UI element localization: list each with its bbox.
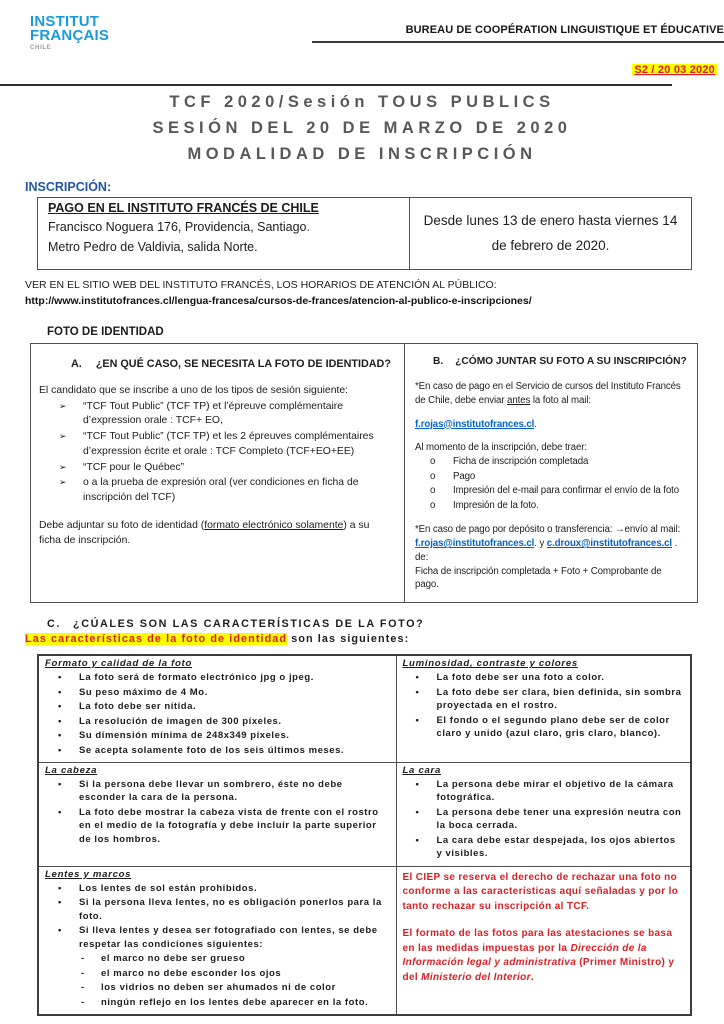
list-item: • Si lleva lentes y desea ser fotografiado con lentes, se debe respetar las condiciones siguientes: [45, 924, 388, 951]
section-a-title [71, 358, 394, 370]
case1-text-end: la foto al mail: [530, 394, 592, 406]
email-link-frojas-2[interactable]: f.rojas@institutofrances.cl [415, 538, 535, 550]
email-link-frojas[interactable]: f.rojas@institutofrances.cl [415, 418, 535, 430]
spacer [415, 408, 687, 418]
list-item: • Si la persona debe llevar un sombrero, éste no debe esconder la cara de la persona. [45, 778, 388, 805]
session-type-item: ➢ o a la prueba de expresión oral (ver condiciones en ficha de inscripción del TCF) [39, 476, 394, 505]
list-item: • Su peso máximo de 4 Mo. [45, 686, 388, 699]
note-text-end: ) a su ficha de inscripción. [39, 520, 370, 547]
title-line-1: TCF 2020/Sesión TOUS PUBLICS [169, 93, 555, 111]
characteristics-row-3 [38, 866, 691, 1015]
inscription-label: INSCRIPCIÓN: [25, 180, 112, 194]
payment-title: PAGO EN EL INSTITUTO FRANCÉS DE CHILE [48, 201, 319, 215]
session-type-item: ➢ “TCF pour le Québec” [39, 461, 394, 475]
case2-tail: . de: [415, 538, 678, 563]
characteristics-row-2 [38, 762, 691, 866]
logo-line-2: FRANÇAIS [30, 26, 110, 44]
luminosity-list [403, 671, 683, 740]
rejection-warning-cell [396, 866, 691, 1015]
website-url-link[interactable]: http://www.institutofrances.cl/lengua-francesa/cursos-de-frances/atencion-al-publico-e-inscripciones/ [25, 295, 532, 307]
characteristics-table [37, 654, 692, 1016]
case1-underlined: antes [507, 394, 531, 406]
section-b-question: ¿CÓMO JUNTAR SU FOTO A SU INSCRIPCIÓN? [455, 356, 687, 367]
list-item: • La resolución de imagen de 300 píxeles. [45, 715, 388, 728]
institut-francais-logo [30, 15, 109, 51]
photo-characteristics-intro [25, 633, 724, 645]
email-line [415, 418, 687, 432]
face-header: La cara [402, 764, 442, 776]
list-item: • La cara debe estar despejada, los ojos abiertos y visibles. [403, 834, 683, 861]
address-line-1: Francisco Noguera 176, Providencia, Santiago. [48, 220, 310, 234]
email-period: . [534, 418, 537, 430]
head-cell [38, 762, 396, 866]
list-item: • La foto debe ser clara, bien definida, sin sombra proyectada en el rostro. [403, 686, 683, 713]
transfer-case-note [415, 523, 687, 592]
list-item: • Si la persona lleva lentes, no es obligación ponerlos para la foto. [45, 896, 388, 923]
list-subitem: - ningún reflejo en los lentes debe aparecer en la foto. [45, 996, 388, 1009]
face-list [403, 778, 683, 861]
registration-table [37, 197, 692, 270]
list-item: • Los lentes de sol están prohibidos. [45, 882, 388, 895]
glasses-cell [38, 866, 396, 1015]
list-subitem: - el marco no debe ser grueso [45, 952, 388, 965]
section-a-note [39, 518, 394, 548]
registration-row [38, 198, 692, 270]
spacer [415, 513, 687, 523]
website-hours-note: VER EN EL SITIO WEB DEL INSTITUTO FRANCÉS, LOS HORARIOS DE ATENCIÓN AL PÚBLICO: [25, 279, 497, 291]
section-a-question: ¿EN QUÉ CASO, SE NECESITA LA FOTO DE IDENTIDAD? [95, 358, 391, 370]
session-type-item: ➢ “TCF Tout Public” (TCF TP) et les 2 épreuves complémentaires d’expression écrite et orale : TCF Completo (TCF+EO+EE) [39, 430, 394, 459]
list-subitem: - los vidrios no deben ser ahumados ni de color [45, 981, 388, 994]
logo-country: CHILE [30, 45, 52, 51]
section-a-intro: El candidato que se inscribe a uno de los tipos de sesión siguiente: [39, 385, 349, 396]
face-cell [396, 762, 691, 866]
section-a-label: A. [71, 358, 82, 370]
session-type-list [39, 400, 394, 505]
session-type-item: ➢ “TCF Tout Public” (TCF TP) et l’épreuve complémentaire d’expression orale : TCF+ EO, [39, 400, 394, 429]
bring-item: o Pago [415, 470, 687, 485]
list-item: • La persona debe tener una expresión neutra con la boca cerrada. [403, 806, 683, 833]
bring-list [415, 455, 687, 513]
photo-identity-heading: FOTO DE IDENTIDAD [47, 326, 164, 338]
warning-text-mid: (Primer [576, 957, 620, 969]
bring-list-intro: Al momento de la inscripción, debe traer: [415, 442, 587, 454]
format-quality-cell [38, 655, 396, 762]
bring-item: o Impresión de la foto. [415, 499, 687, 514]
highlighted-text: Las características de la foto de identidad [25, 633, 288, 646]
warning-italic-2: Ministerio del Interior [421, 971, 531, 983]
list-item: • La foto será de formato electrónico jpg o jpeg. [45, 671, 388, 684]
session-date-badge: S2 / 20 03 2020 [634, 64, 715, 76]
note-text: Debe adjuntar su foto de identidad ( [39, 520, 205, 532]
list-item: • La foto debe ser una foto a color. [403, 671, 683, 684]
section-b-label: B. [433, 356, 444, 367]
section-c-question: ¿CÚALES SON LAS CARACTERÍSTICAS DE LA FOTO? [73, 618, 425, 631]
list-subitem: - el marco no debe esconder los ojos [45, 967, 388, 980]
bring-item: o Impresión del e-mail para confirmar el envío de la foto [415, 484, 687, 499]
email-link-cdroux[interactable]: c.droux@institutofrances.cl [546, 538, 672, 550]
case2-separator: . y [534, 538, 547, 550]
warning-text: El formato de las fotos para las atestaciones se basa en las medidas impuestas por la [402, 928, 673, 954]
case1-text: *En caso de pago en el Servicio de cursos del Instituto Francés de Chile, debe enviar [415, 381, 681, 406]
head-list [45, 778, 388, 846]
list-item: • Su dimensión mínima de 248x349 píxeles. [45, 729, 388, 742]
glasses-list [45, 882, 388, 1009]
header-divider [0, 84, 672, 86]
note-underlined: formato electrónico solamente [204, 520, 344, 532]
section-c-title [47, 618, 724, 630]
transfer-docs-line: Ficha de inscripción completada + Foto + Comprobante de pago. [415, 565, 662, 591]
intro-rest: son las siguientes: [287, 633, 410, 646]
characteristics-row-1 [38, 655, 691, 762]
registration-period-cell: Desde lunes 13 de enero hasta viernes 14 de febrero de 2020. [410, 198, 692, 270]
warning-paragraph-1: El CIEP se reserva el derecho de rechazar una foto no conforme a las características aquí señaladas y por lo tanto rechazar su inscripción al TCF. [402, 871, 679, 912]
list-item: • Se acepta solamente foto de los seis últimos meses. [45, 744, 388, 757]
payment-case-note [415, 380, 687, 408]
luminosity-header: Luminosidad, contraste y colores [402, 658, 578, 670]
list-item: • La persona debe mirar el objetivo de la cámara fotográfica. [403, 778, 683, 805]
warning-italic-1: Dirección de la Información legal y administrativa [402, 942, 647, 969]
title-line-3: MODALIDAD DE INSCRIPCIÓN [187, 145, 537, 163]
section-a-cell [31, 344, 405, 603]
glasses-header: Lentes y marcos [45, 868, 132, 880]
bureau-header: BUREAU DE COOPÉRATION LINGUISTIQUE ET ÉDUCATIVE [312, 24, 724, 43]
head-header: La cabeza [45, 764, 98, 776]
section-c-label: C. [47, 618, 61, 631]
list-item: • La foto debe mostrar la cabeza vista de frente con el rostro en el medio de la fotografía y debe incluir la parte superior de los hombros. [45, 806, 388, 846]
list-item: • La foto debe ser nítida. [45, 700, 388, 713]
bring-item: o Ficha de inscripción completada [415, 455, 687, 470]
logo-line-1: INSTITUT [30, 13, 100, 30]
format-quality-list [45, 671, 388, 757]
list-item: • El fondo o el segundo plano debe ser de color claro y unido (azul claro, gris claro, blanco). [403, 714, 683, 741]
luminosity-cell [396, 655, 691, 762]
warning-text-end: . [530, 971, 535, 983]
photo-info-row [31, 344, 698, 603]
address-line-2: Metro Pedro de Valdivia, salida Norte. [48, 240, 258, 254]
spacer [415, 431, 687, 441]
payment-location-cell [38, 198, 410, 270]
warning-paragraph-2 [403, 927, 683, 985]
section-b-cell [405, 344, 698, 603]
case2-text: *En caso de pago por depósito o transferencia: →envío al mail: [415, 524, 681, 536]
photo-info-table [30, 343, 698, 603]
section-b-title [433, 356, 687, 367]
warning-text-mid3: ) y del [402, 957, 675, 983]
warning-text-mid2: Ministro [619, 957, 662, 969]
title-line-2: SESIÓN DEL 20 DE MARZO DE 2020 [152, 119, 572, 137]
format-quality-header: Formato y calidad de la foto [45, 658, 193, 670]
